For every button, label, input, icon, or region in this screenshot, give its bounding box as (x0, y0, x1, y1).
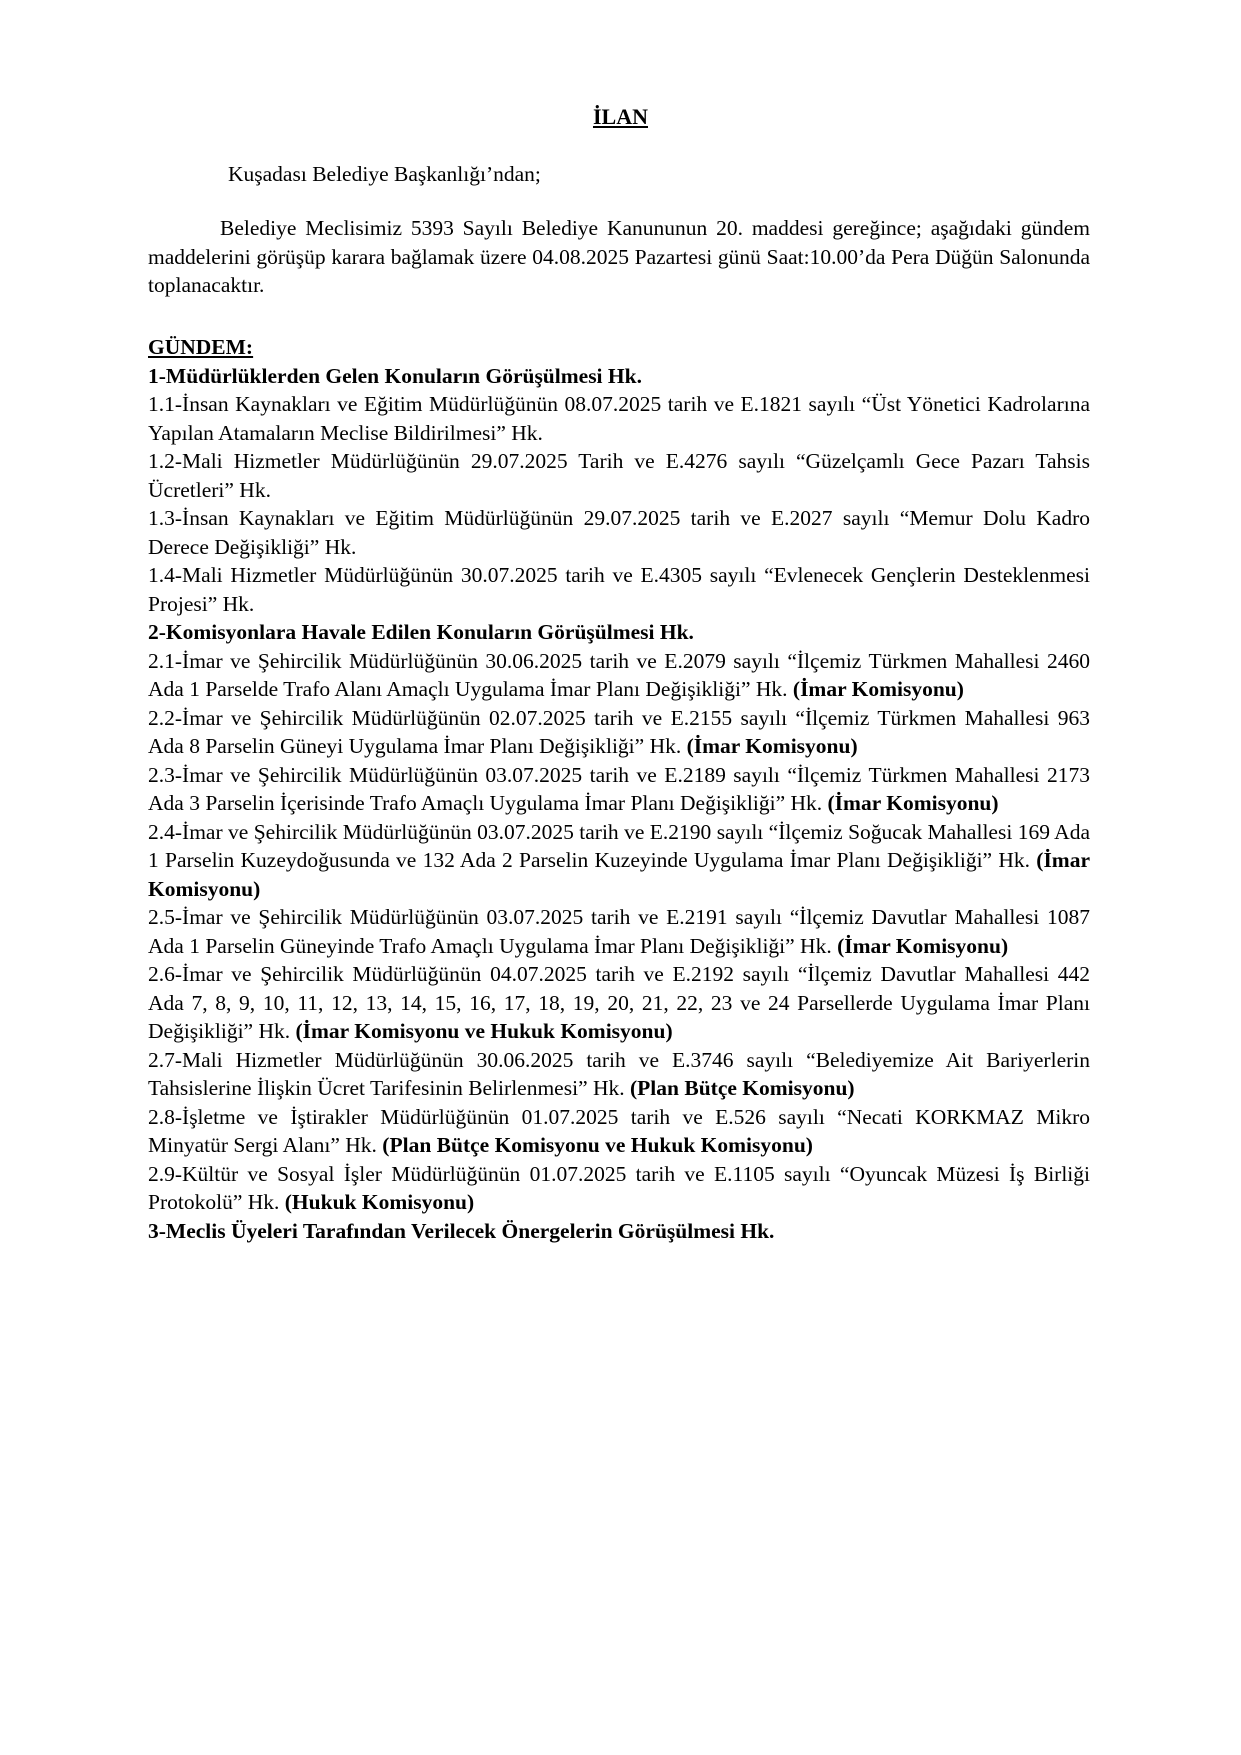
committee-note: (İmar Komisyonu) (792, 677, 964, 701)
agenda-item-2-9 (148, 1160, 1090, 1217)
document-title: İLAN (592, 104, 648, 129)
agenda-item-1-4: 1.4-Mali Hizmetler Müdürlüğünün 30.07.2025 tarih ve E.4305 sayılı “Evlenecek Gençlerin Desteklenmesi Projesi” Hk. (148, 563, 1090, 616)
agenda-item-2-2 (148, 704, 1090, 761)
agenda (148, 333, 1090, 1245)
item-text: 2.4-İmar ve Şehircilik Müdürlüğünün 03.07.2025 tarih ve E.2190 sayılı “İlçemiz Soğucak Mahallesi 169 Ada 1 Parselin Kuzeydoğusunda ve 132 Ada 2 Parselin Kuzeyinde Uygulama İmar Planı Değişikliği” Hk. (148, 819, 1090, 872)
item-text: 2.7-Mali Hizmetler Müdürlüğünün 30.06.2025 tarih ve E.3746 sayılı “Belediyemize Ait Bariyerlerin Tahsislerine İlişkin Ücret Tarifesinin Belirlenmesi” Hk. (148, 1047, 1090, 1100)
agenda-item-2-5 (148, 903, 1090, 960)
item-text: 2.2-İmar ve Şehircilik Müdürlüğünün 02.07.2025 tarih ve E.2155 sayılı “İlçemiz Türkmen Mahallesi 963 Ada 8 Parselin Güneyi Uygulama İmar Planı Değişikliği” Hk. (148, 705, 1090, 758)
committee-note: (Hukuk Komisyonu) (284, 1190, 475, 1214)
item-text: 2.6-İmar ve Şehircilik Müdürlüğünün 04.07.2025 tarih ve E.2192 sayılı “İlçemiz Davutlar Mahallesi 442 Ada 7, 8, 9, 10, 11, 12, 13, 14, 15, 16, 17, 18, 19, 20, 21, 22, 23 ve 24 Parsellerde Uygulama İmar Planı Değişikliği” Hk. (148, 962, 1090, 1043)
agenda-item-1-1: 1.1-İnsan Kaynakları ve Eğitim Müdürlüğünün 08.07.2025 tarih ve E.1821 sayılı “Üst Yönetici Kadrolarına Yapılan Atamaların Meclise Bildirilmesi” Hk. (148, 392, 1090, 445)
item-text: 2.1-İmar ve Şehircilik Müdürlüğünün 30.06.2025 tarih ve E.2079 sayılı “İlçemiz Türkmen Mahallesi 2460 Ada 1 Parselde Trafo Alanı Amaçlı Uygulama İmar Planı Değişikliği” Hk. (148, 648, 1090, 701)
agenda-item-2-1 (148, 647, 1090, 704)
agenda-item-2-3 (148, 761, 1090, 818)
item-text: 2.5-İmar ve Şehircilik Müdürlüğünün 03.07.2025 tarih ve E.2191 sayılı “İlçemiz Davutlar Mahallesi 1087 Ada 1 Parselin Güneyinde Trafo Amaçlı Uygulama İmar Planı Değişikliği” Hk. (148, 905, 1090, 958)
agenda-heading: GÜNDEM: (148, 335, 254, 359)
section-2-title: 2-Komisyonlara Havale Edilen Konuların Görüşülmesi Hk. (148, 620, 694, 644)
item-text: 2.3-İmar ve Şehircilik Müdürlüğünün 03.07.2025 tarih ve E.2189 sayılı “İlçemiz Türkmen Mahallesi 2173 Ada 3 Parselin İçerisinde Trafo Amaçlı Uygulama İmar Planı Değişikliği” Hk. (148, 762, 1090, 815)
committee-note: (İmar Komisyonu) (148, 848, 1091, 901)
committee-note: (İmar Komisyonu) (837, 933, 1009, 958)
agenda-item-2-8 (148, 1103, 1090, 1160)
agenda-item-2-7 (148, 1046, 1090, 1103)
committee-note: (İmar Komisyonu) (827, 791, 999, 815)
committee-note: (İmar Komisyonu) (686, 734, 858, 758)
intro-paragraph: Belediye Meclisimiz 5393 Sayılı Belediye Kanununun 20. maddesi gereğince; aşağıdaki gündem maddelerini görüşüp karara bağlamak üzere 04.08.2025 Pazartesi günü Saat:10.00’da Pera Düğün Salonunda toplanacaktır. (148, 216, 1090, 297)
committee-note: (İmar Komisyonu ve Hukuk Komisyonu) (295, 1019, 673, 1043)
section-3-title: 3-Meclis Üyeleri Tarafından Verilecek Önergelerin Görüşülmesi Hk. (148, 1218, 775, 1243)
committee-note: (Plan Bütçe Komisyonu ve Hukuk Komisyonu) (382, 1133, 813, 1157)
agenda-item-1-2: 1.2-Mali Hizmetler Müdürlüğünün 29.07.2025 Tarih ve E.4276 sayılı “Güzelçamlı Gece Pazarı Tahsis Ücretleri” Hk. (148, 449, 1090, 502)
committee-note: (Plan Bütçe Komisyonu) (630, 1076, 855, 1100)
agenda-item-2-6 (148, 960, 1090, 1046)
section-1-title: 1-Müdürlüklerden Gelen Konuların Görüşülmesi Hk. (148, 363, 642, 388)
agenda-item-1-3: 1.3-İnsan Kaynakları ve Eğitim Müdürlüğünün 29.07.2025 tarih ve E.2027 sayılı “Memur Dolu Kadro Derece Değişikliği” Hk. (148, 506, 1090, 559)
agenda-item-2-4 (148, 818, 1090, 904)
item-text: 2.8-İşletme ve İştirakler Müdürlüğünün 01.07.2025 tarih ve E.526 sayılı “Necati KORKMAZ Mikro Minyatür Sergi Alanı” Hk. (148, 1104, 1090, 1157)
addressee-line: Kuşadası Belediye Başkanlığı’ndan; (228, 162, 541, 186)
item-text: 2.9-Kültür ve Sosyal İşler Müdürlüğünün 01.07.2025 tarih ve E.1105 sayılı “Oyuncak Müzesi İş Birliği Protokolü” Hk. (148, 1161, 1090, 1214)
